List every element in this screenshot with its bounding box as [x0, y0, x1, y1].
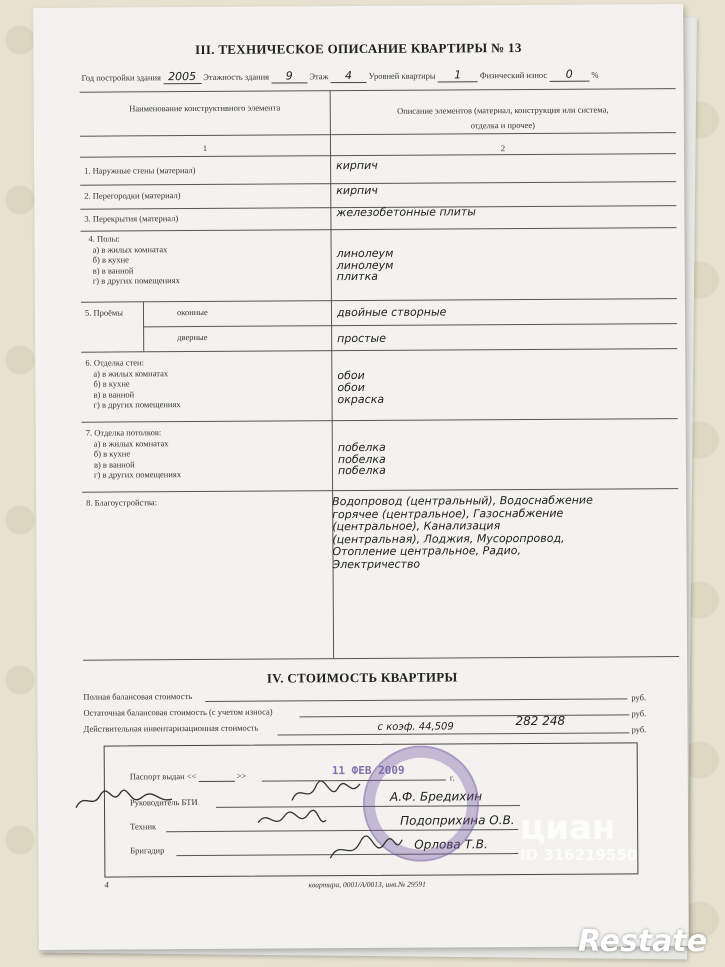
- row-line-4: [81, 298, 677, 303]
- amenities-line-3: (центральное), Канализация: [332, 519, 501, 534]
- floors-block: [89, 233, 180, 286]
- row-line-3: [80, 227, 676, 232]
- ceiling-finish-sub-2: б) в кухне: [93, 448, 131, 459]
- ceiling-finish-block: [86, 427, 181, 480]
- signature-scribble-left: [72, 785, 182, 816]
- col2-header-line1: Описание элементов (материал, конструкция или система,: [397, 104, 609, 116]
- cian-watermark: циан: [520, 808, 616, 848]
- wear-value: 0: [549, 68, 589, 82]
- ceiling-finish-label: 7. Отделка потолков:: [85, 427, 162, 438]
- full-cost-line: [205, 698, 627, 702]
- actual-cost-currency: руб.: [631, 724, 647, 735]
- walls-finish-values: [337, 370, 384, 406]
- header-fields: [82, 68, 599, 85]
- residual-cost-label: Остаточная балансовая стоимость (с учетом износа): [83, 706, 273, 718]
- brig-name: Орлова Т.В.: [414, 837, 488, 852]
- col1-header: Наименование конструктивного элемента: [129, 102, 281, 114]
- walls-finish-sub-4: г) в других помещениях: [93, 399, 181, 410]
- walls-finish-sub-3: в) в ванной: [93, 388, 135, 400]
- floors-sub-2: б) в кухне: [92, 254, 129, 265]
- walls-finish-sub-2: б) в кухне: [93, 378, 130, 389]
- ceiling-finish-value-1: побелка: [337, 440, 386, 455]
- amenities-label: 8. Благоустройства:: [86, 497, 158, 508]
- year-label: Год постройки здания: [81, 72, 161, 83]
- row-line-6: [82, 418, 678, 423]
- row-label-walls: 1. Наружные стены (материал): [84, 165, 196, 176]
- amenities-line-6: Электричество: [332, 557, 421, 571]
- page-number: 4: [104, 879, 109, 890]
- passport-year-suffix: г.: [449, 772, 455, 783]
- floors-values: [337, 248, 394, 283]
- head-label: Руководитель БТИ: [129, 797, 198, 808]
- row-label-ceilings: 3. Перекрытия (материал): [84, 213, 179, 224]
- ceiling-finish-sub-4: г) в других помещениях: [93, 469, 182, 480]
- levels-label: Уровней квартиры: [368, 70, 436, 81]
- walls-finish-block: [85, 357, 180, 410]
- ceiling-finish-sub-3: в) в ванной: [93, 458, 135, 470]
- full-cost-currency: руб.: [631, 692, 647, 703]
- brig-label: Бригадир: [130, 845, 165, 856]
- actual-cost-label: Действительная инвентаризационная стоимость: [83, 722, 259, 734]
- passport-date-stamp: 11 ФЕВ 2009: [331, 763, 405, 778]
- amenities-line-5: Отопление центральное, Радио,: [332, 544, 522, 559]
- actual-cost-coef: с коэф. 44,509: [377, 721, 454, 733]
- section4-title: IV. СТОИМОСТЬ КВАРТИРЫ: [266, 669, 458, 686]
- levels-value: 1: [438, 68, 478, 82]
- tech-name: Подоприхина О.В.: [400, 813, 515, 828]
- row-line-5a: [143, 323, 677, 327]
- ceiling-finish-sub-1: а) в жилых комнатах: [93, 437, 169, 449]
- row-value-walls: кирпич: [336, 158, 378, 173]
- walls-finish-label: 6. Отделка стен:: [85, 357, 144, 368]
- openings-label: 5. Проёмы: [84, 307, 124, 318]
- floors-value-2: линолеум: [336, 258, 394, 272]
- amenities-values: [332, 495, 593, 572]
- walls-finish-sub-1: а) в жилых комнатах: [93, 367, 169, 379]
- cian-id-watermark: ID 316219550: [520, 846, 638, 864]
- wear-label: Физический износ: [479, 69, 548, 81]
- table-header-line: [80, 132, 676, 137]
- actual-cost-value: 282 248: [515, 713, 566, 729]
- floor-label: Этаж: [309, 71, 329, 82]
- col2-header-line2: отделка и прочее): [470, 119, 535, 131]
- ceiling-finish-values: [338, 442, 386, 477]
- floors-value-3: плитка: [336, 269, 378, 284]
- passport-issued: [130, 771, 246, 783]
- wear-unit: %: [591, 69, 599, 80]
- passport-mid: >>: [236, 770, 247, 781]
- row-value-ceilings: железобетонные плиты: [336, 205, 476, 220]
- amenities-line-2: горячее (центральное), Газоснабжение: [332, 506, 564, 521]
- head-name: А.Ф. Бредихин: [389, 789, 483, 804]
- openings-door-value: простые: [337, 331, 387, 346]
- signature-brig: [326, 832, 406, 866]
- full-cost-label: Полная балансовая стоимость: [83, 691, 193, 702]
- table-bottom-line: [83, 656, 679, 661]
- tech-label: Техник: [130, 821, 157, 832]
- signature-tech: [252, 806, 332, 836]
- section3-title: III. ТЕХНИЧЕСКОЕ ОПИСАНИЕ КВАРТИРЫ № 13: [195, 40, 522, 58]
- col2-num: 2: [500, 143, 506, 154]
- openings-divider: [143, 301, 144, 351]
- table-top-line: [80, 88, 676, 93]
- row-line-7: [82, 488, 678, 493]
- amenities-line-4: (центральная), Лоджия, Мусоропровод,: [332, 531, 565, 546]
- residual-cost-currency: руб.: [631, 708, 647, 719]
- floors-sub-1: а) в жилых комнатах: [92, 243, 168, 255]
- floor-value: 4: [330, 69, 366, 83]
- floors-value-1: линолеум: [336, 246, 394, 261]
- col1-num: 1: [202, 142, 208, 153]
- residual-cost-line: [299, 714, 629, 717]
- row-label-partitions: 2. Перегородки (материал): [84, 190, 181, 201]
- actual-cost-line: [278, 732, 630, 735]
- row-line-5: [81, 348, 677, 353]
- floors-value: 9: [271, 69, 307, 83]
- floors-label: 4. Полы:: [88, 233, 120, 244]
- amenities-line-1: Водопровод (центральный), Водоснабжение: [332, 493, 593, 509]
- signature-head: [286, 778, 366, 808]
- table-column-divider: [330, 90, 334, 658]
- openings-window-value: двойные створные: [336, 305, 447, 320]
- restate-logo: Restate: [578, 924, 708, 959]
- form-code: квартира, 0001/А/0013, инв.№ 29591: [308, 879, 426, 890]
- walls-finish-value-1: обои: [337, 368, 365, 383]
- openings-window-label: оконные: [176, 306, 208, 318]
- floors-label: Этажность здания: [203, 71, 270, 82]
- openings-door-label: дверные: [177, 331, 208, 343]
- ceiling-finish-value-2: побелка: [337, 452, 386, 466]
- ceiling-finish-value-3: побелка: [337, 463, 386, 478]
- year-value: 2005: [163, 70, 201, 84]
- floors-sub-3: в) в ванной: [92, 264, 134, 276]
- passport-label: Паспорт выдан <<: [129, 771, 197, 782]
- floors-sub-4: г) в других помещениях: [92, 275, 180, 286]
- walls-finish-value-2: обои: [337, 380, 365, 395]
- row-value-partitions: кирпич: [336, 183, 378, 198]
- walls-finish-value-3: окраска: [337, 392, 385, 407]
